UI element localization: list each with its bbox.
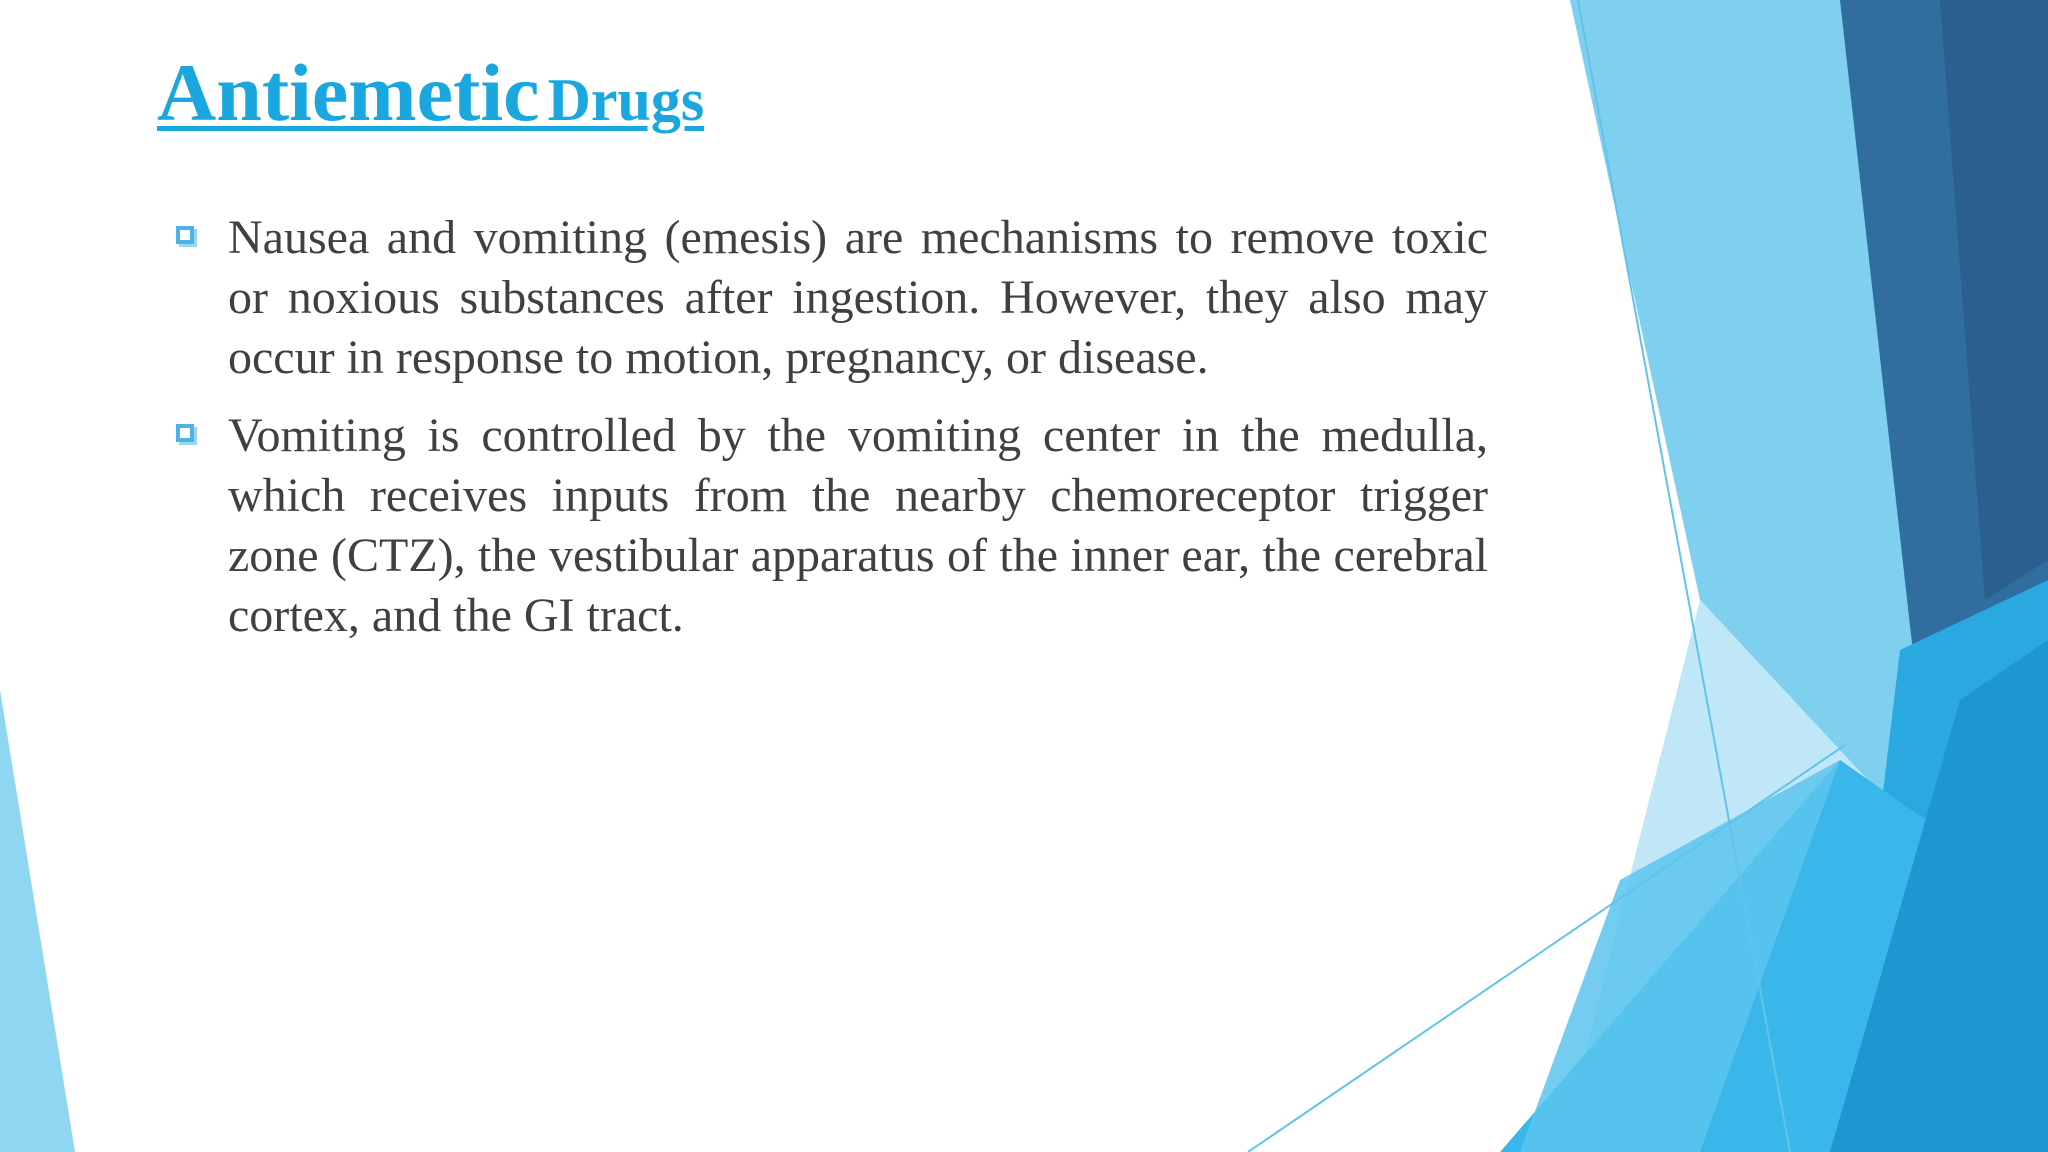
bullet-text: Nausea and vomiting (emesis) are mechanisms to remove toxic or noxious substances after ingestion. However, they also may occur in response to motion, pregnancy, or disease. — [228, 211, 1488, 384]
bullet-item — [170, 208, 1488, 388]
slide-title — [157, 47, 705, 138]
left-edge-shape — [0, 690, 75, 1152]
bullet-text: Vomiting is controlled by the vomiting center in the medulla, which receives inputs from the nearby chemoreceptor trigger zone (CTZ), the vestibular apparatus of the inner ear, the cerebral cortex, and the GI tract. — [228, 409, 1488, 642]
title-main: Antiemetic — [157, 47, 540, 138]
square-bullet-icon — [176, 226, 194, 244]
bullet-item — [170, 406, 1488, 646]
bullet-list — [170, 208, 1488, 664]
square-bullet-icon — [176, 424, 194, 442]
title-suffix: Drugs — [547, 67, 705, 133]
